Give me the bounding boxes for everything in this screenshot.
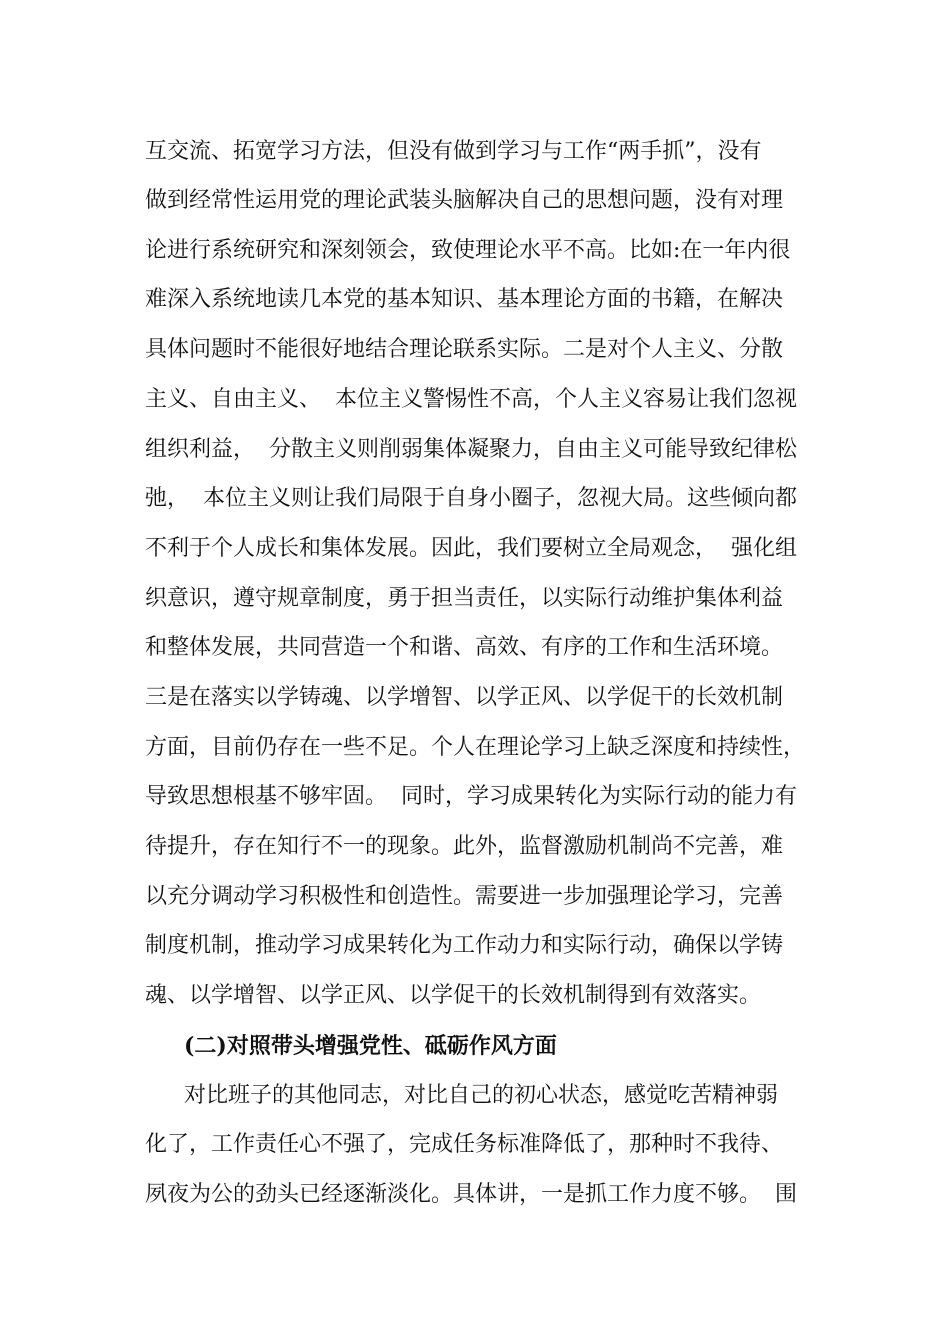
text-line: 难深入系统地读几本党的基本知识、基本理论方面的书籍，在解决 bbox=[145, 287, 784, 312]
text-line: 导致思想根基不够牢固。 同时，学习成果转化为实际行动的能力有 bbox=[145, 784, 797, 809]
text-line: 化了，工作责任心不强了，完成任务标准降低了，那种时不我待、 bbox=[145, 1132, 784, 1157]
text-line: 弛， 本位主义则让我们局限于自身小圈子，忽视大局。这些倾向都 bbox=[145, 486, 797, 511]
text-line: 三是在落实以学铸魂、以学增智、以学正风、以学促干的长效机制 bbox=[145, 685, 784, 710]
text-line: 和整体发展，共同营造一个和谐、高效、有序的工作和生活环境。 bbox=[145, 635, 784, 660]
text-line: 制度机制，推动学习成果转化为工作动力和实际行动，确保以学铸 bbox=[145, 933, 784, 958]
text-line: 待提升，存在知行不一的现象。此外，监督激励机制尚不完善，难 bbox=[145, 834, 784, 859]
text-line: 织意识，遵守规章制度，勇于担当责任，以实际行动维护集体利益 bbox=[145, 586, 784, 611]
text-line: 互交流、拓宽学习方法，但没有做到学习与工作“两手抓”，没有 bbox=[145, 139, 762, 164]
text-line: 方面，目前仍存在一些不足。个人在理论学习上缺乏深度和持续性， bbox=[145, 735, 806, 760]
text-line: 不利于个人成长和集体发展。因此，我们要树立全局观念， 强化组 bbox=[145, 536, 797, 561]
text-line: 主义、自由主义、 本位主义警惕性不高，个人主义容易让我们忽视 bbox=[145, 387, 797, 412]
text-line: 夙夜为公的劲头已经逐渐淡化。具体讲，一是抓工作力度不够。 围 bbox=[145, 1182, 797, 1207]
text-line: 论进行系统研究和深刻领会，致使理论水平不高。比如:在一年内很 bbox=[145, 238, 791, 263]
paragraph-first-line: 对比班子的其他同志，对比自己的初心状态，感觉吃苦精神弱 bbox=[184, 1083, 779, 1108]
text-line: 具体问题时不能很好地结合理论联系实际。二是对个人主义、分散 bbox=[145, 337, 784, 362]
text-line: 魂、以学增智、以学正风、以学促干的长效机制得到有效落实。 bbox=[145, 983, 762, 1008]
text-line: 组织利益， 分散主义则削弱集体凝聚力，自由主义可能导致纪律松 bbox=[145, 437, 797, 462]
text-line: 以充分调动学习积极性和创造性。需要进一步加强理论学习，完善 bbox=[145, 884, 784, 909]
section-heading: (二)对照带头增强党性、砥砺作风方面 bbox=[184, 1033, 557, 1059]
text-line: 做到经常性运用党的理论武装头脑解决自己的思想问题，没有对理 bbox=[145, 188, 784, 213]
